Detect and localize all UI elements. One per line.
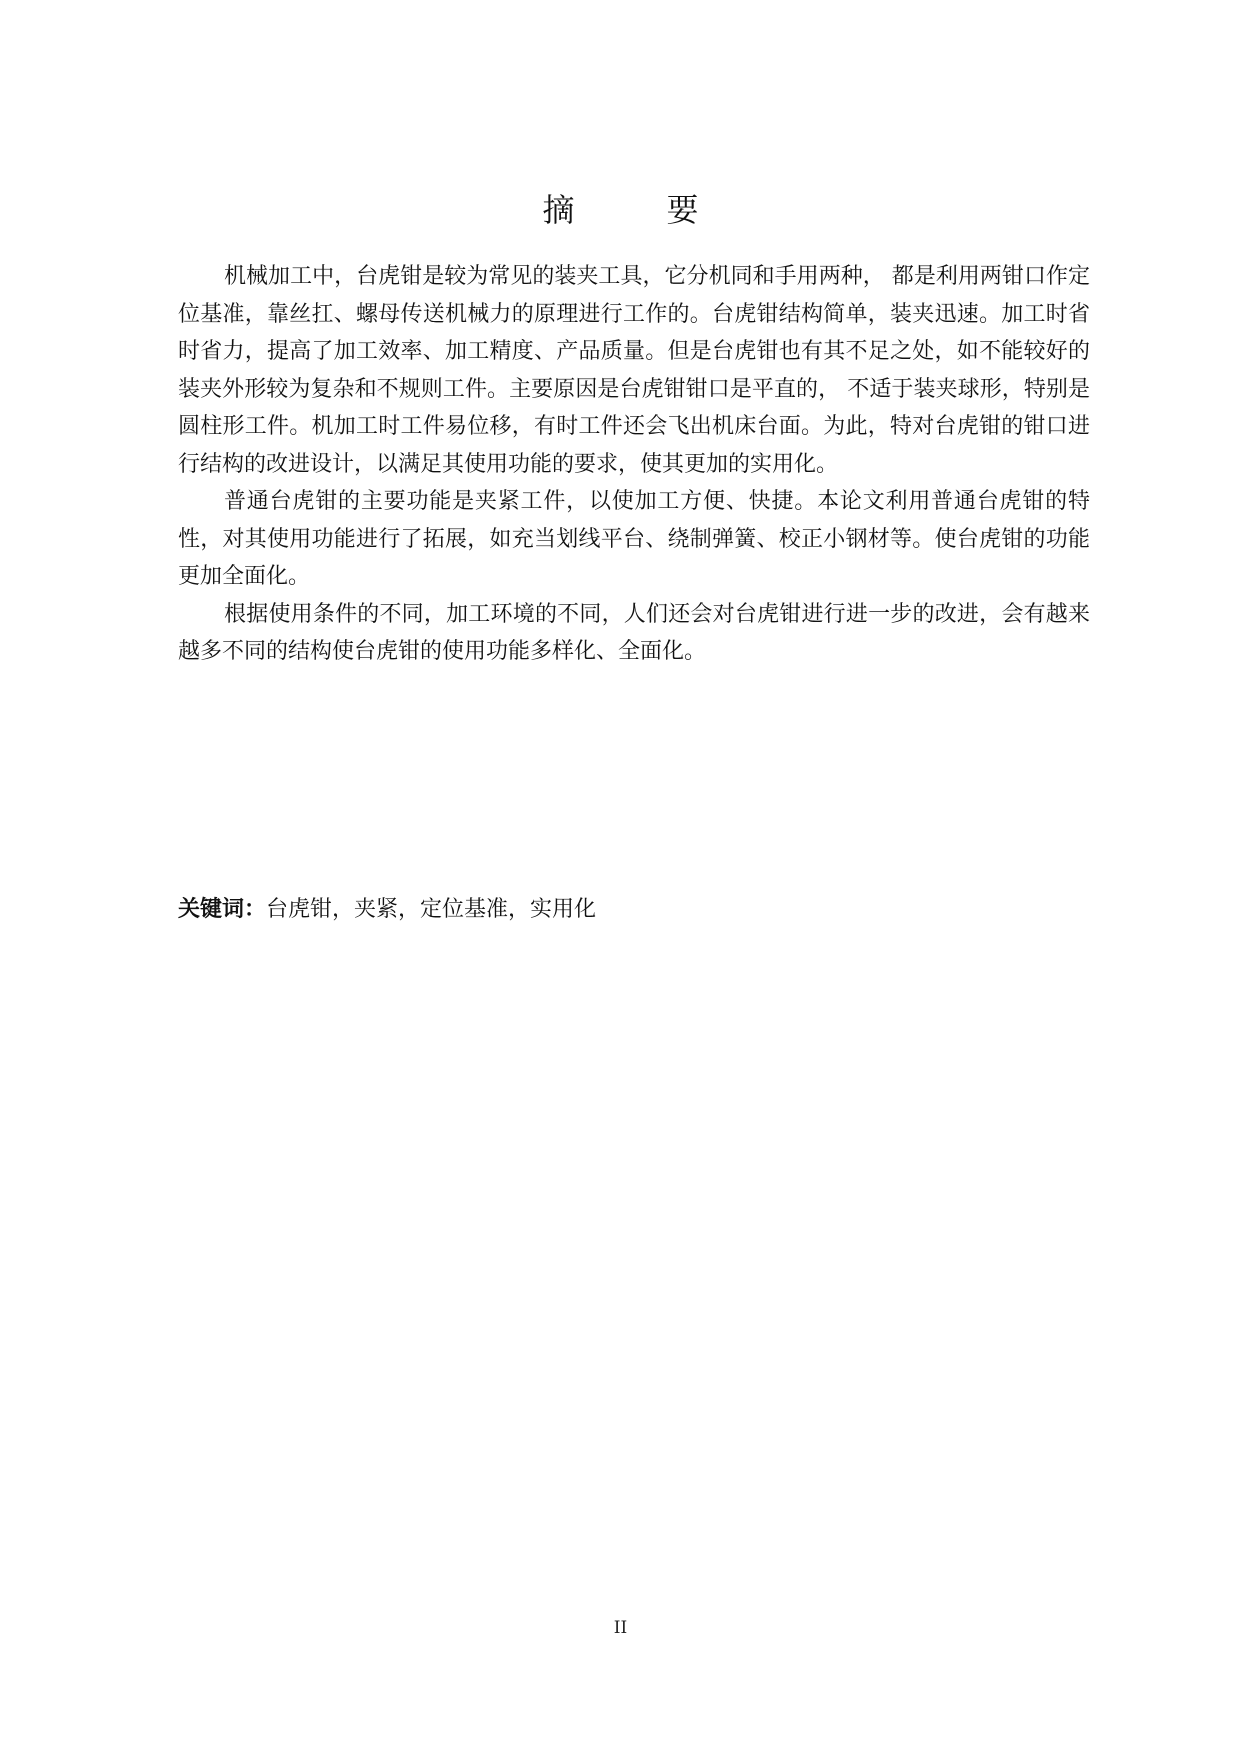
abstract-paragraph-1: 机械加工中，台虎钳是较为常见的装夹工具，它分机同和手用两种， 都是利用两钳口作定位基准，靠丝扛、螺母传送机械力的原理进行工作的。台虎钳结构简单，装夹迅速。加工时省时省力，提高了加工效率、加工精度、产品质量。但是台虎钳也有其不足之处，如不能较好的装夹外形较为复杂和不规则工件。主要原因是台虎钳钳口是平直的， 不适于装夹球形，特别是圆柱形工件。机加工时工件易位移，有时工件还会飞出机床台面。为此，特对台虎钳的钳口进行结构的改进设计，以满足其使用功能的要求，使其更加的实用化。	[178, 264, 1090, 477]
abstract-body	[178, 258, 1090, 671]
keywords-label: 关键词：	[178, 897, 267, 922]
abstract-title: 摘 要	[542, 191, 729, 229]
keywords-line	[178, 892, 1090, 928]
abstract-paragraph-3: 根据使用条件的不同，加工环境的不同，人们还会对台虎钳进行进一步的改进，会有越来越多不同的结构使台虎钳的使用功能多样化、全面化。	[178, 601, 1090, 664]
abstract-paragraph-2: 普通台虎钳的主要功能是夹紧工件，以使加工方便、快捷。本论文利用普通台虎钳的特性，对其使用功能进行了拓展，如充当划线平台、绕制弹簧、校正小钢材等。使台虎钳的功能更加全面化。	[178, 489, 1090, 589]
page-number: II	[613, 1618, 628, 1638]
keywords-value: 台虎钳，夹紧，定位基准，实用化	[266, 897, 597, 922]
